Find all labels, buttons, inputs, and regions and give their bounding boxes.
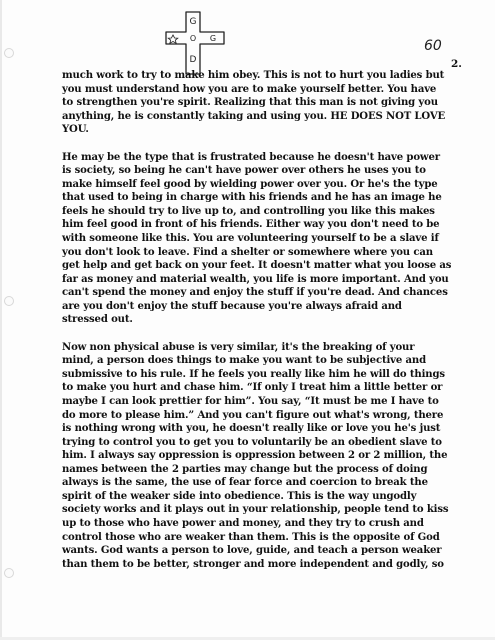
cross-letter-d: D (189, 55, 197, 65)
cross-side-letter: G (209, 34, 217, 43)
text-line: you must understand how you are to make yourself better. You have (62, 83, 437, 95)
text-line: wants. God wants a person to love, guide, and teach a person weaker (62, 545, 442, 557)
text-line: get help and get back on your feet. It doesn't matter what you loose as (62, 260, 452, 272)
text-line: much work to try to make him obey. This is not to hurt you ladies but (62, 70, 445, 81)
text-line: is nothing wrong with you, he doesn't really like or love you he's just (62, 423, 441, 435)
page-left-edge (0, 0, 2, 640)
text-line: trying to control you to get you to voluntarily be an obedient slave to (62, 436, 442, 448)
text-line: always is the same, the use of fear force and coercion to break the (62, 477, 428, 489)
text-line: with someone like this. You are volunteering yourself to be a slave if (62, 233, 439, 245)
text-line: far as money and material wealth, you life is more important. And you (62, 273, 449, 285)
text-line: feels he should try to live up to, and controlling you like this makes (62, 205, 435, 217)
cross-letter-g: G (189, 17, 197, 27)
text-line: to strengthen you're spirit. Realizing that this man is not giving you (62, 97, 438, 109)
text-line: names between the 2 parties may change but the process of doing (62, 463, 428, 475)
text-line: spirit of the weaker side into obedience. This is the way ungodly (62, 490, 417, 502)
text-line: make himself feel good by wielding power over you. Or he's the type (62, 178, 438, 190)
hand-drawn-cross-icon (162, 10, 228, 76)
document-body (62, 69, 472, 585)
text-line: him. I always say oppression is oppression between 2 or 2 million, the (62, 450, 448, 462)
text-line: you don't look to leave. Find a shelter or somewhere where you can (62, 246, 433, 258)
cross-letter-o: O (189, 34, 197, 43)
text-line: anything, he is constantly taking and using you. HE DOES NOT LOVE (62, 110, 446, 122)
handwritten-page-number: 60 (424, 38, 442, 54)
text-line: society works and it plays out in your relationship, people tend to kiss (62, 504, 449, 516)
text-line: Now non physical abuse is very similar, it's the breaking of your (62, 341, 415, 353)
text-line: him feel good in front of his friends. Either way you don't need to be (62, 219, 440, 231)
text-line: YOU. (62, 124, 89, 136)
text-line: to make you hurt and chase him. “If only I treat him a little better or (62, 382, 443, 394)
text-line: can't spend the money and enjoy the stuff if you're dead. And chances (62, 287, 448, 299)
text-line: up to those who have power and money, and they try to crush and (62, 517, 424, 529)
text-line: are you don't enjoy the stuff because you're always afraid and (62, 300, 402, 312)
paragraph (62, 341, 472, 571)
paragraph (62, 69, 472, 137)
star-icon (168, 35, 178, 43)
text-line: mind, a person does things to make you want to be subjective and (62, 355, 426, 367)
text-line: submissive to his rule. If he feels you really like him he will do things (62, 368, 445, 380)
text-line: He may be the type that is frustrated because he doesn't have power (62, 151, 440, 163)
text-line: maybe I can look prettier for him”. You say, “It must be me I have to (62, 396, 439, 408)
punch-hole-middle (4, 296, 14, 306)
punch-hole-top (4, 48, 14, 58)
text-line: is society, so being he can't have power over others he uses you to (62, 165, 426, 177)
typed-page-number: 2. (451, 58, 462, 70)
text-line: than them to be better, stronger and more independent and godly, so (62, 558, 444, 570)
paragraph (62, 151, 472, 327)
punch-hole-bottom (4, 568, 14, 578)
text-line: control those who are weaker than them. This is the opposite of God (62, 531, 440, 543)
text-line: do more to please him.” And you can't figure out what's wrong, there (62, 409, 444, 421)
text-line: that used to being in charge with his friends and he has an image he (62, 192, 442, 204)
text-line: stressed out. (62, 314, 133, 326)
